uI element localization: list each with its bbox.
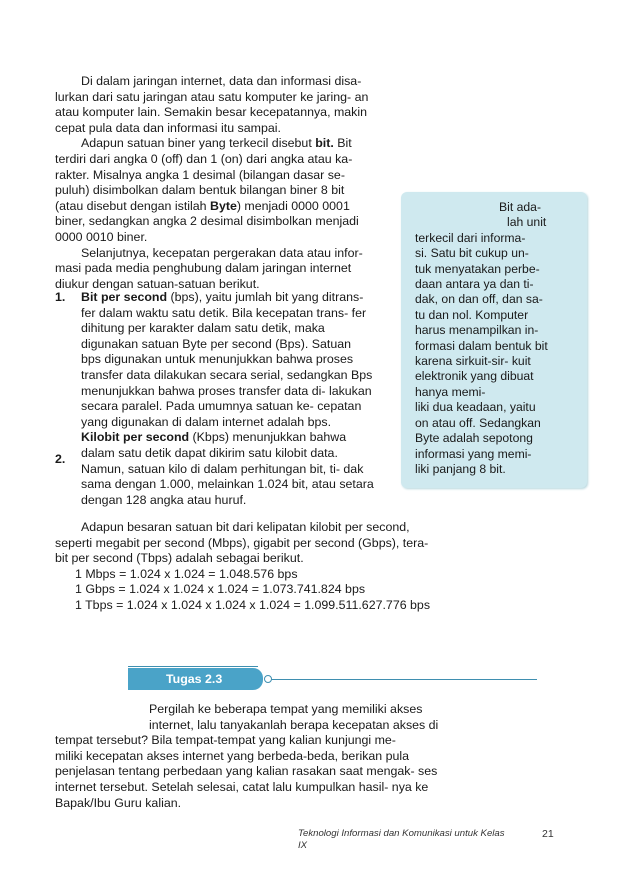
text-line: biner, sedangkan angka 2 desimal disimbolkan menjadi (55, 214, 359, 229)
text-line: dihitung per karakter dalam satu detik, maka (81, 321, 325, 336)
text-line: digunakan satuan Byte per second (Bps). Satuan (81, 336, 352, 351)
text-line: Di dalam jaringan internet, data dan informasi disa- (81, 74, 362, 88)
text-line: fer dalam waktu satu detik. Bila kecepatan trans- fer (81, 305, 367, 320)
text-line: sama dengan 1.000, melainkan 1.024 bit, atau setara (81, 477, 374, 492)
text-line: dak, on dan off, dan sa- (415, 292, 543, 307)
text-line: tu dan nol. Komputer (415, 307, 529, 322)
task-body (55, 702, 455, 811)
list-item (55, 430, 389, 508)
text-line: bps digunakan untuk menunjukkan bahwa proses (81, 352, 354, 367)
conversion-line: 1 Mbps = 1.024 x 1.024 = 1.048.576 bps (75, 566, 298, 581)
footer-book-title (298, 828, 518, 852)
text-line (55, 199, 389, 215)
text-fragment: ) menjadi 0000 0001 (236, 198, 350, 213)
list-item-body (81, 290, 389, 430)
text-line: si. Satu bit cukup un- (415, 246, 529, 261)
text-line: diukur dengan satuan-satuan berikut. (55, 276, 260, 291)
text-line: puluh) disimbolkan dalam bentuk bilangan biner 8 bit (55, 183, 345, 198)
list-item-body (81, 430, 389, 508)
footer-line: IX (298, 840, 308, 851)
text-line: Bapak/Ibu Guru kalian. (55, 795, 182, 810)
text-line (55, 136, 389, 152)
text-line: tempat tersebut? Bila tempat-tempat yang kalian kunjungi me- (55, 733, 396, 748)
text-line: on atau off. Sedangkan (415, 415, 541, 430)
text-line: penjelasan tentang perbedaan yang kalian rasakan saat mengak- ses (55, 764, 438, 779)
text-fragment: (Kbps) menunjukkan bahwa (189, 430, 347, 445)
text-line: Namun, satuan kilo di dalam perhitungan bit, ti- dak (81, 461, 364, 476)
text-line: dalam satu detik dapat dikirim satu kilobit data. (81, 445, 338, 460)
divider (128, 666, 258, 667)
text-line: formasi dalam bentuk bit (415, 338, 548, 353)
text-fragment: (bps), yaitu jumlah bit yang ditrans- (167, 290, 364, 304)
text-line: lurkan dari satu jaringan atau satu komputer ke jaring- an (55, 89, 369, 104)
text-line: tuk menyatakan perbe- (415, 261, 540, 276)
text-line: Pergilah ke beberapa tempat yang memiliki akses (149, 702, 423, 716)
text-line: elektronik yang dibuat (415, 369, 534, 384)
text-line: menunjukkan bahwa proses transfer data di- lakukan (81, 383, 372, 398)
task-title-badge: Tugas 2.3 (128, 668, 263, 690)
text-fragment: (atau disebut dengan istilah (55, 198, 210, 213)
text-line: Bit ada- (499, 200, 542, 214)
units-list (55, 290, 389, 508)
task-header (128, 666, 548, 694)
text-line: 0000 0010 biner. (55, 229, 148, 244)
conversion-line: 1 Gbps = 1.024 x 1.024 x 1.024 = 1.073.741.824 bps (75, 582, 366, 597)
text-line: liki panjang 8 bit. (415, 461, 506, 476)
text-line: internet, lalu tanyakanlah berapa kecepatan akses di (149, 717, 439, 732)
list-term: Kilobit per second (81, 430, 190, 445)
text-line (81, 290, 389, 306)
bit-definition-sidebox (401, 192, 587, 488)
text-line: internet tersebut. Setelah selesai, catat lalu kumpulkan hasil- nya ke (55, 779, 429, 794)
text-line: masi pada media penghubung dalam jaringan internet (55, 261, 352, 276)
bit-paragraph (55, 136, 389, 245)
bold-term-byte: Byte (210, 198, 237, 213)
footer-line: Teknologi Informasi dan Komunikasi untuk Kelas (298, 828, 505, 839)
list-item (55, 290, 389, 430)
text-line: hanya memi- (415, 384, 486, 399)
divider (271, 679, 537, 680)
text-line: harus menampilkan in- (415, 323, 539, 338)
text-line: transfer data dilakukan secara serial, sedangkan Bps (81, 367, 373, 382)
text-line: Selanjutnya, kecepatan pergerakan data atau infor- (81, 245, 363, 260)
text-line: lah unit (507, 215, 547, 230)
conversion-section (55, 520, 475, 614)
bold-term-bit: bit. (315, 136, 334, 151)
text-line: informasi yang memi- (415, 446, 532, 461)
text-fragment: Bit (333, 136, 352, 151)
text-line: karena sirkuit-sir- kuit (415, 354, 531, 369)
conversion-line: 1 Tbps = 1.024 x 1.024 x 1.024 x 1.024 = 1.099.511.627.776 bps (75, 597, 431, 612)
text-line: terdiri dari angka 0 (off) dan 1 (on) dari angka atau ka- (55, 151, 353, 166)
main-column (55, 74, 389, 292)
intro-paragraph (55, 74, 389, 136)
text-line: miliki kecepatan akses internet yang berbeda-beda, berikan pula (55, 748, 410, 763)
text-line: bit per second (Tbps) adalah sebagai berikut. (55, 551, 304, 566)
list-number: 2. (55, 452, 66, 467)
text-line: terkecil dari informa- (415, 230, 526, 245)
text-line: Adapun besaran satuan bit dari kelipatan kilobit per second, (81, 520, 410, 534)
text-line: secara paralel. Pada umumnya satuan ke- cepatan (81, 399, 362, 414)
text-line: cepat pula data dan informasi itu sampai. (55, 120, 281, 135)
text-line: yang digunakan di dalam internet adalah bps. (81, 414, 332, 429)
text-line: dengan 128 angka atau huruf. (81, 492, 247, 507)
page-number: 21 (542, 828, 554, 840)
text-line: atau komputer lain. Semakin besar kecepatannya, makin (55, 105, 368, 120)
text-fragment: Adapun satuan biner yang terkecil disebut (81, 136, 316, 151)
speed-paragraph (55, 246, 389, 293)
text-line: seperti megabit per second (Mbps), gigabit per second (Gbps), tera- (55, 535, 429, 550)
text-line: rakter. Misalnya angka 1 desimal (bilangan dasar se- (55, 167, 345, 182)
text-line (81, 430, 389, 446)
list-number: 1. (55, 290, 66, 304)
text-line: Byte adalah sepotong (415, 431, 533, 446)
text-line: liki dua keadaan, yaitu (415, 400, 536, 415)
list-term: Bit per second (81, 290, 168, 304)
text-line: daan antara ya dan ti- (415, 277, 534, 292)
